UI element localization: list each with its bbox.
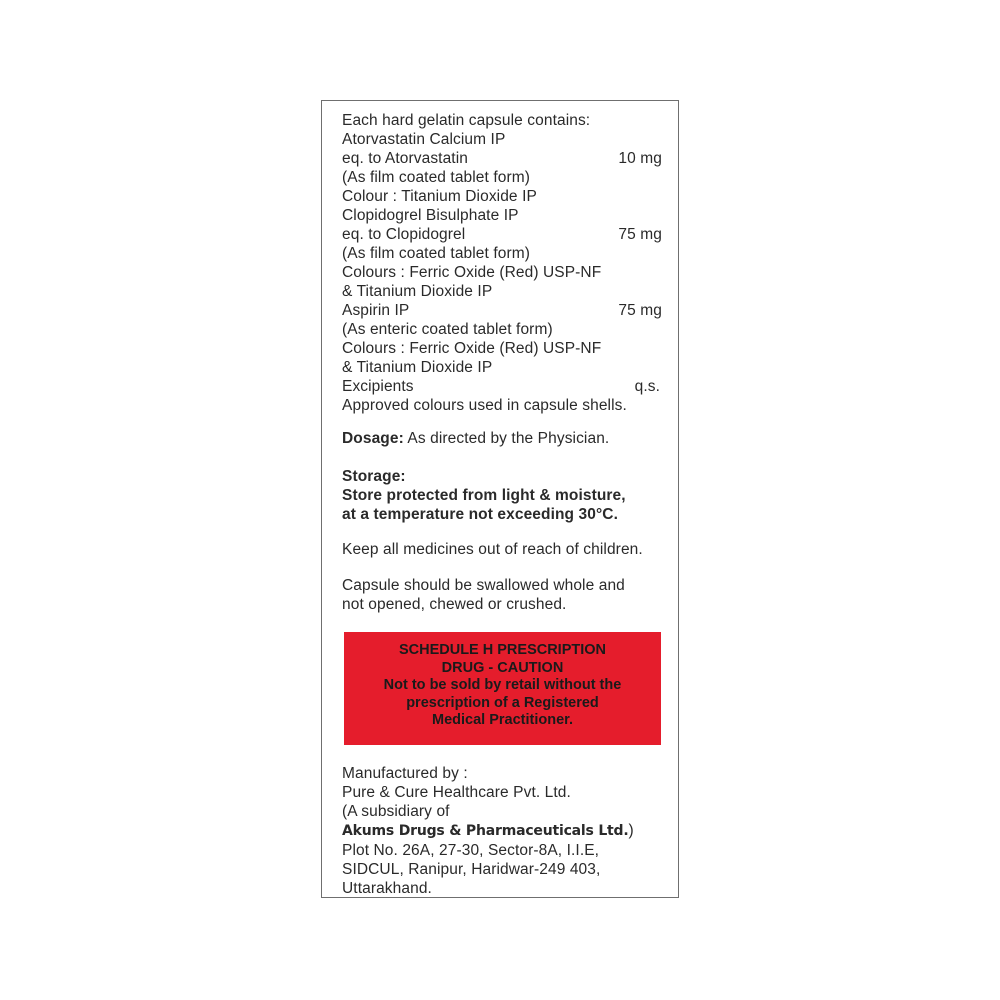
composition-line: Clopidogrel Bisulphate IP [342,207,519,224]
swallow-instructions [342,576,664,614]
dosage-text: As directed by the Physician. [403,430,610,447]
composition-line: & Titanium Dioxide IP [342,283,493,300]
address-line: SIDCUL, Ranipur, Haridwar-249 403, [342,861,601,878]
caution-line: Not to be sold by retail without the [383,677,622,693]
storage-line: at a temperature not exceeding 30°C. [342,506,618,523]
composition-line: (As film coated tablet form) [342,245,530,262]
address-line: Plot No. 26A, 27-30, Sector-8A, I.I.E, [342,842,600,859]
manufacturer-name: Pure & Cure Healthcare Pvt. Ltd. [342,784,571,801]
composition-line: eq. to Atorvastatin 10 mg [342,150,662,167]
dosage-section [342,429,664,448]
caution-line: DRUG - CAUTION [441,659,564,676]
caution-line: prescription of a Registered [406,694,599,711]
composition-line: Excipients q.s. [342,378,660,395]
subsidiary-line: (A subsidiary of [342,803,450,820]
children-warning: Keep all medicines out of reach of children. [342,541,643,558]
schedule-h-caution-box [344,632,661,745]
instruction-line: Capsule should be swallowed whole and [342,577,625,594]
composition-title: Each hard gelatin capsule contains: [342,112,591,129]
storage-line: Store protected from light & moisture, [342,487,626,504]
composition-line: & Titanium Dioxide IP [342,359,493,376]
manufacturer-heading: Manufactured by : [342,765,468,782]
composition-line: Colours : Ferric Oxide (Red) USP-NF [342,264,602,281]
composition-line: Aspirin IP 75 mg [342,302,662,319]
medicine-label-panel [321,100,679,898]
parent-company: Akums Drugs & Pharmaceuticals Ltd. [342,823,629,839]
composition-line: eq. to Clopidogrel 75 mg [342,226,662,243]
storage-section [342,467,664,524]
parent-company-line: Akums Drugs & Pharmaceuticals Ltd.) [342,822,634,839]
composition-line: Colour : Titanium Dioxide IP [342,188,537,205]
composition-line: Atorvastatin Calcium IP [342,131,506,148]
instruction-line: not opened, chewed or crushed. [342,596,567,613]
composition-line: Approved colours used in capsule shells. [342,397,627,414]
address-line: Uttarakhand. [342,880,432,897]
dosage-label: Dosage: [342,430,404,447]
composition-line: (As enteric coated tablet form) [342,321,553,338]
caution-line: SCHEDULE H PRESCRIPTION [398,642,607,658]
composition-section [342,111,664,415]
manufacturer-section [342,764,664,898]
composition-line: Colours : Ferric Oxide (Red) USP-NF [342,340,602,357]
composition-line: (As film coated tablet form) [342,169,530,186]
storage-label: Storage: [342,468,406,485]
caution-line: Medical Practitioner. [431,712,574,728]
